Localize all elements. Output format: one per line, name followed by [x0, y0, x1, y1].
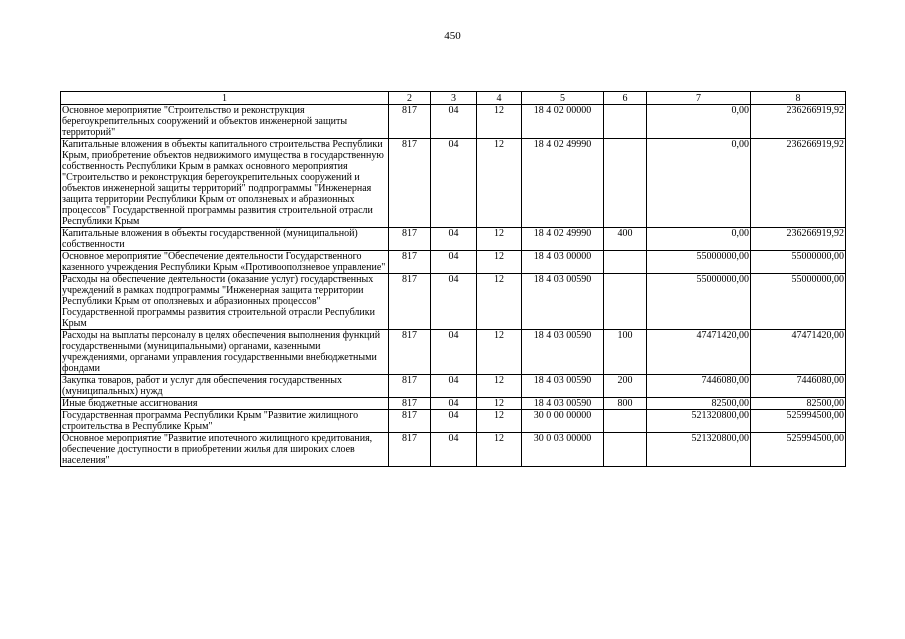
column-header: 6	[604, 92, 647, 105]
amount-col7: 0,00	[647, 228, 751, 251]
code-subsection: 12	[477, 433, 522, 467]
code-section: 04	[431, 433, 477, 467]
amount-col7: 7446080,00	[647, 375, 751, 398]
column-header: 4	[477, 92, 522, 105]
amount-col8: 525994500,00	[751, 433, 846, 467]
amount-col7: 82500,00	[647, 398, 751, 410]
code-subsection: 12	[477, 228, 522, 251]
code-expense-type	[604, 105, 647, 139]
code-expense-type: 400	[604, 228, 647, 251]
row-description: Государственная программа Республики Крым "Развитие жилищного строительства в Республике Крым"	[61, 410, 389, 433]
code-ministry: 817	[389, 330, 431, 375]
code-ministry: 817	[389, 139, 431, 228]
table-row	[61, 274, 846, 330]
code-expense-type	[604, 139, 647, 228]
code-ministry: 817	[389, 251, 431, 274]
code-subsection: 12	[477, 139, 522, 228]
budget-table	[60, 91, 846, 467]
code-target-article: 30 0 03 00000	[522, 433, 604, 467]
code-section: 04	[431, 375, 477, 398]
code-target-article: 30 0 00 00000	[522, 410, 604, 433]
amount-col7: 55000000,00	[647, 251, 751, 274]
code-section: 04	[431, 251, 477, 274]
code-ministry: 817	[389, 433, 431, 467]
column-header: 5	[522, 92, 604, 105]
amount-col7: 0,00	[647, 105, 751, 139]
code-subsection: 12	[477, 105, 522, 139]
amount-col8: 236266919,92	[751, 139, 846, 228]
row-description: Расходы на выплаты персоналу в целях обеспечения выполнения функций государственными (муниципальными) органами, казенными учреждениями, органами управления государственными внебюджетными фондами	[61, 330, 389, 375]
amount-col8: 55000000,00	[751, 274, 846, 330]
code-subsection: 12	[477, 330, 522, 375]
code-ministry: 817	[389, 398, 431, 410]
table-row	[61, 375, 846, 398]
code-section: 04	[431, 410, 477, 433]
code-section: 04	[431, 105, 477, 139]
code-expense-type	[604, 274, 647, 330]
row-description: Иные бюджетные ассигнования	[61, 398, 389, 410]
table-row	[61, 251, 846, 274]
code-expense-type: 200	[604, 375, 647, 398]
table-row	[61, 330, 846, 375]
amount-col7: 0,00	[647, 139, 751, 228]
table-row	[61, 433, 846, 467]
table-row	[61, 410, 846, 433]
code-target-article: 18 4 03 00590	[522, 398, 604, 410]
code-expense-type: 100	[604, 330, 647, 375]
code-expense-type	[604, 410, 647, 433]
column-header: 3	[431, 92, 477, 105]
code-section: 04	[431, 330, 477, 375]
amount-col8: 47471420,00	[751, 330, 846, 375]
code-ministry: 817	[389, 375, 431, 398]
row-description: Основное мероприятие "Развитие ипотечного жилищного кредитования, обеспечение доступности в приобретении жилья для широких слоев населения"	[61, 433, 389, 467]
row-description: Закупка товаров, работ и услуг для обеспечения государственных (муниципальных) нужд	[61, 375, 389, 398]
row-description: Основное мероприятие "Обеспечение деятельности Государственного казенного учреждения Республики Крым «Противооползневое управление"	[61, 251, 389, 274]
code-subsection: 12	[477, 274, 522, 330]
code-subsection: 12	[477, 398, 522, 410]
code-target-article: 18 4 02 49990	[522, 228, 604, 251]
amount-col7: 55000000,00	[647, 274, 751, 330]
row-description: Расходы на обеспечение деятельности (оказание услуг) государственных учреждений в рамках подпрограммы "Инженерная защита территории Республики Крым от оползневых и абразионных процессов" Государственной программы развития строительной отрасли Республики Крым	[61, 274, 389, 330]
code-expense-type	[604, 433, 647, 467]
code-target-article: 18 4 03 00000	[522, 251, 604, 274]
table-row	[61, 228, 846, 251]
row-description: Капитальные вложения в объекты капитального строительства Республики Крым, приобретение объектов недвижимого имущества в государственную собственность Республики Крым в рамках основного мероприятия "Строительство и реконструкция берегоукрепительных сооружений и объектов инженерной защиты территорий" подпрограммы "Инженерная защита территории Республики Крым от оползневых и абразионных процессов" Государственной программы развития строительной отрасли Республики Крым	[61, 139, 389, 228]
column-header: 8	[751, 92, 846, 105]
code-expense-type	[604, 251, 647, 274]
row-description: Основное мероприятие "Строительство и реконструкция берегоукрепительных сооружений и объектов инженерной защиты территорий"	[61, 105, 389, 139]
code-section: 04	[431, 139, 477, 228]
code-subsection: 12	[477, 375, 522, 398]
code-ministry: 817	[389, 105, 431, 139]
column-header: 7	[647, 92, 751, 105]
amount-col8: 7446080,00	[751, 375, 846, 398]
code-section: 04	[431, 398, 477, 410]
amount-col8: 55000000,00	[751, 251, 846, 274]
table-row	[61, 139, 846, 228]
code-ministry: 817	[389, 228, 431, 251]
amount-col7: 521320800,00	[647, 433, 751, 467]
column-header: 2	[389, 92, 431, 105]
amount-col8: 236266919,92	[751, 228, 846, 251]
table-row	[61, 398, 846, 410]
code-expense-type: 800	[604, 398, 647, 410]
code-subsection: 12	[477, 410, 522, 433]
table-header-row	[61, 92, 846, 105]
code-subsection: 12	[477, 251, 522, 274]
code-target-article: 18 4 02 00000	[522, 105, 604, 139]
amount-col7: 47471420,00	[647, 330, 751, 375]
code-target-article: 18 4 03 00590	[522, 375, 604, 398]
code-target-article: 18 4 02 49990	[522, 139, 604, 228]
row-description: Капитальные вложения в объекты государственной (муниципальной) собственности	[61, 228, 389, 251]
table-row	[61, 105, 846, 139]
column-header: 1	[61, 92, 389, 105]
code-section: 04	[431, 274, 477, 330]
amount-col8: 82500,00	[751, 398, 846, 410]
page-number: 450	[444, 30, 461, 42]
code-section: 04	[431, 228, 477, 251]
code-ministry: 817	[389, 410, 431, 433]
code-target-article: 18 4 03 00590	[522, 274, 604, 330]
amount-col7: 521320800,00	[647, 410, 751, 433]
amount-col8: 236266919,92	[751, 105, 846, 139]
amount-col8: 525994500,00	[751, 410, 846, 433]
code-target-article: 18 4 03 00590	[522, 330, 604, 375]
code-ministry: 817	[389, 274, 431, 330]
